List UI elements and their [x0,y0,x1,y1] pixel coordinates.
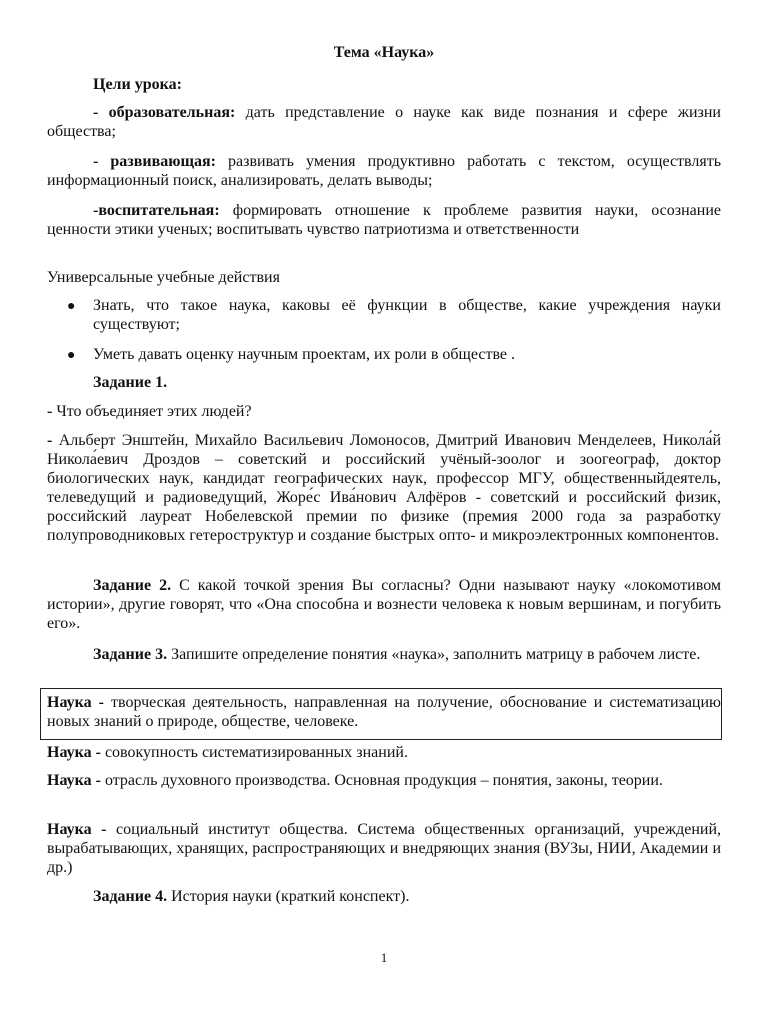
task3-text: Запишите определение понятия «наука», заполнить матрицу в рабочем листе. [167,646,701,663]
goal-upbringing [47,201,721,239]
task3-label: Задание 3. [93,646,168,663]
task1-question [47,402,721,421]
definition-term: Наука - [47,694,104,711]
definition-text: социальный институт общества. Система общественных организаций, учреждений, вырабатывающих, хранящих, распространяющих и внедряющих знания (ВУЗы, НИИ, Академии и др.) [47,821,722,876]
definition [47,820,721,877]
uud-heading: Универсальные учебные действия [47,269,280,286]
goal-developmental-text: развивать умения продуктивно работать с текстом, осуществлять информационный поиск, анализировать, делать выводы; [47,153,722,189]
definition-term: Наука - [47,821,107,838]
bullet-icon: ● [67,348,76,363]
task1-answer-dash: - [47,432,53,449]
task1-answer [47,431,721,545]
goal-developmental-label: - развивающая: [93,153,216,170]
definition-term: Наука - [47,772,101,789]
goal-upbringing-label: -воспитательная: [93,202,220,219]
goal-educational [47,103,721,141]
uud-item: Уметь давать оценку научным проектам, их роли в обществе . [93,346,516,363]
definition-text: совокупность систематизированных знаний. [100,744,408,761]
goal-educational-label: - образовательная: [93,104,236,121]
task1-answer-text: Альберт Энштейн, Михайло Васильевич Ломоносов, Дмитрий Иванович Менделеев, Никола́й Никола́евич Дроздов – советский и российский учёный-зоолог и зоогеограф, доктор биологических наук, кандидат географических наук, профессор МГУ, общественныйдеятель, телеведущий и радиоведущий, Жоре́с Ива́нович Алфёров - советский и российский физик, российский лауреат Нобелевской премии по физике (премия 2000 года за разработку полупроводниковых гетероструктур и создание быстрых опто- и микроэлектронных компонентов. [47,432,721,544]
goal-developmental [47,152,721,190]
task2-label: Задание 2. [93,577,172,594]
task4-label: Задание 4. [93,888,168,905]
goals-heading: Цели урока: [93,76,182,93]
uud-item: Знать, что такое наука, каковы её функции в обществе, какие учреждения науки существуют; [93,297,721,333]
goal-upbringing-text: формировать отношение к проблеме развития науки, осознание ценности этики ученых; воспитывать чувство патриотизма и ответственности [47,202,721,238]
definition-text: творческая деятельность, направленная на получение, обоснование и систематизацию новых знаний о природе, обществе, человеке. [47,694,722,730]
task4 [47,887,721,906]
task2 [47,576,721,633]
task1-question-dash: - [47,403,53,420]
task2-text: С какой точкой зрения Вы согласны? Одни называют науку «локомотивом истории», другие говорят, что «Она способна и вознести человека к новым вершинам, и погубить его». [47,577,722,632]
definition-text: отрасль духовного производства. Основная продукция – понятия, законы, теории. [100,772,663,789]
definition [47,693,721,731]
task4-text: История науки (краткий конспект). [167,888,410,905]
task1-heading: Задание 1. [93,374,168,391]
page-title: Тема «Наука» [333,44,435,61]
definition [47,771,721,790]
goal-educational-text: дать представление о науке как виде познания и сфере жизни общества; [47,104,721,140]
definition [47,743,721,762]
task1-question-text: Что объединяет этих людей? [52,403,252,420]
page-number: 1 [380,950,388,965]
bullet-icon: ● [67,299,76,314]
task3 [47,645,721,664]
definition-term: Наука - [47,744,101,761]
